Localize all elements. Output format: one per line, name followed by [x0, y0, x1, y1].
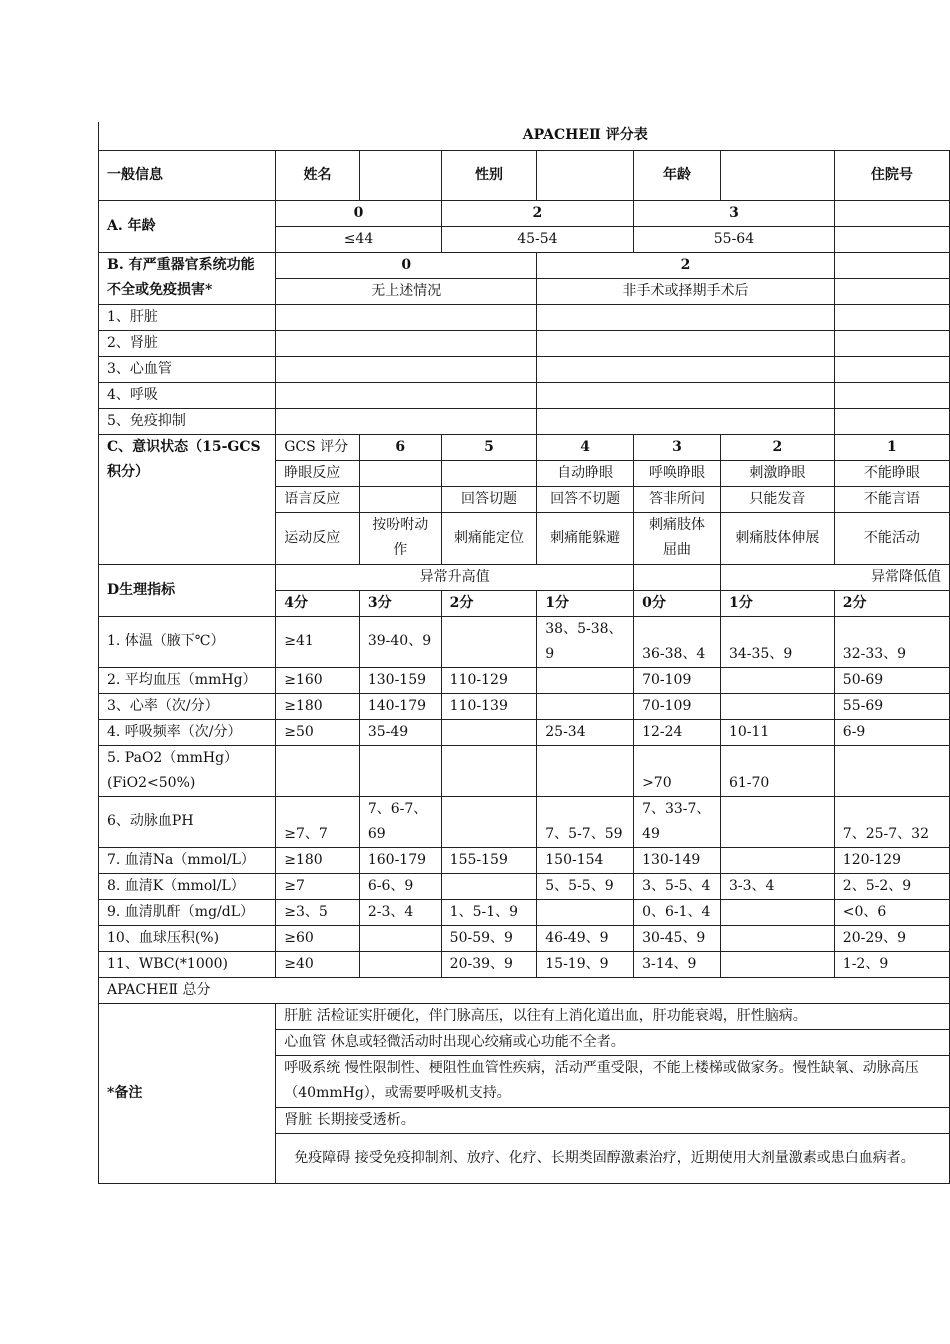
general-info-row	[99, 150, 950, 200]
physio-cell	[834, 745, 949, 796]
section-b-score: 0	[276, 252, 537, 278]
gcs-header-cell: 2	[720, 434, 834, 460]
physio-cell: 34-35、9	[720, 616, 834, 667]
section-b-condition-blank	[834, 278, 949, 304]
physio-row	[99, 951, 950, 977]
physio-cell: 20-29、9	[834, 925, 949, 951]
gcs-cell: 不能言语	[834, 486, 949, 512]
score-header: 2分	[441, 590, 537, 616]
score-header: 2分	[834, 590, 949, 616]
section-b-condition: 无上述情况	[276, 278, 537, 304]
organ-label: 1、肝脏	[99, 304, 276, 330]
organ-label: 3、心血管	[99, 356, 276, 382]
physio-cell: 1-2、9	[834, 951, 949, 977]
note-item: 心血管 休息或轻微活动时出现心绞痛或心功能不全者。	[276, 1029, 950, 1055]
physio-cell	[537, 667, 634, 693]
physio-cell: 110-139	[441, 693, 537, 719]
gcs-header-cell: 6	[359, 434, 441, 460]
section-d-label: D生理指标	[99, 564, 276, 616]
note-item: 呼吸系统 慢性限制性、梗阻性血管性疾病，活动严重受限，不能上楼梯或做家务。慢性缺氧、动脉高压（40mmHg），或需要呼吸机支持。	[276, 1055, 950, 1107]
physio-cell: 12-24	[634, 719, 721, 745]
physio-cell: 6-6、9	[359, 873, 441, 899]
physio-cell: 3、5-5、4	[634, 873, 721, 899]
physio-cell	[441, 616, 537, 667]
physio-cell: 46-49、9	[537, 925, 634, 951]
organ-score-cell[interactable]	[834, 330, 949, 356]
physio-row	[99, 899, 950, 925]
physio-row	[99, 847, 950, 873]
physio-cell: <0、6	[834, 899, 949, 925]
section-a-score: 0	[276, 200, 441, 226]
physio-label: 3、心率（次/分）	[99, 693, 276, 719]
physio-cell: ≥180	[276, 847, 360, 873]
section-b-condition: 非手术或择期手术后	[537, 278, 835, 304]
organ-score-cell[interactable]	[537, 330, 835, 356]
physio-cell: >70	[634, 745, 721, 796]
gcs-header-cell: 4	[537, 434, 634, 460]
note-item: 肾脏 长期接受透析。	[276, 1107, 950, 1133]
gcs-cell: 答非所问	[634, 486, 721, 512]
total-row	[99, 977, 950, 1003]
name-label: 姓名	[276, 150, 360, 200]
section-a-score: 2	[441, 200, 633, 226]
gcs-cell: 刺激睁眼	[720, 460, 834, 486]
physio-cell: 110-129	[441, 667, 537, 693]
physio-cell: 7、33-7、49	[634, 796, 721, 847]
physio-cell: ≥40	[276, 951, 360, 977]
gcs-cell: 呼唤睁眼	[634, 460, 721, 486]
physio-cell: 5、5-5、9	[537, 873, 634, 899]
physio-cell: 70-109	[634, 693, 721, 719]
physio-cell: 39-40、9	[359, 616, 441, 667]
gcs-cell: 刺痛能定位	[441, 512, 537, 564]
gcs-header-cell: 5	[441, 434, 537, 460]
physio-label: 5. PaO2（mmHg）(FiO2<50%)	[99, 745, 276, 796]
section-a-range: 55-64	[634, 226, 835, 252]
physio-cell: 7、25-7、32	[834, 796, 949, 847]
physio-label: 2. 平均血压（mmHg）	[99, 667, 276, 693]
physio-cell: 130-159	[359, 667, 441, 693]
physio-cell	[537, 693, 634, 719]
gcs-cell: 回答不切题	[537, 486, 634, 512]
organ-score-cell[interactable]	[537, 356, 835, 382]
organ-score-cell[interactable]	[834, 356, 949, 382]
organ-label: 2、肾脏	[99, 330, 276, 356]
section-a-score-row	[99, 200, 950, 226]
physio-cell	[537, 899, 634, 925]
physio-row	[99, 873, 950, 899]
physio-cell: ≥60	[276, 925, 360, 951]
gcs-cell	[359, 460, 441, 486]
physio-cell	[359, 925, 441, 951]
organ-row	[99, 330, 950, 356]
gcs-cell: 语言反应	[276, 486, 360, 512]
physio-cell: 61-70	[720, 745, 834, 796]
organ-row	[99, 356, 950, 382]
section-b-label: B. 有严重器官系统功能不全或免疫损害*	[99, 252, 276, 304]
organ-row	[99, 408, 950, 434]
gcs-header-row	[99, 434, 950, 460]
physio-cell: 155-159	[441, 847, 537, 873]
physio-label: 7. 血清Na（mmol/L）	[99, 847, 276, 873]
physio-cell	[720, 847, 834, 873]
notes-label: *备注	[99, 1003, 276, 1183]
score-header: 4分	[276, 590, 360, 616]
admission-number-label: 住院号	[834, 150, 949, 200]
physio-cell: 15-19、9	[537, 951, 634, 977]
physio-cell	[359, 951, 441, 977]
page-title: APACHEⅡ 评分表	[99, 122, 950, 150]
physio-label: 10、血球压积(%)	[99, 925, 276, 951]
physio-cell: 140-179	[359, 693, 441, 719]
gcs-cell: 不能活动	[834, 512, 949, 564]
physio-cell: 55-69	[834, 693, 949, 719]
physio-cell: 1、5-1、9	[441, 899, 537, 925]
physio-cell: 0、6-1、4	[634, 899, 721, 925]
physio-cell: 50-69	[834, 667, 949, 693]
physio-cell: 20-39、9	[441, 951, 537, 977]
physio-cell: 3-3、4	[720, 873, 834, 899]
gcs-cell: 自动睁眼	[537, 460, 634, 486]
physio-cell: 38、5-38、9	[537, 616, 634, 667]
age-field[interactable]	[720, 150, 834, 200]
physio-row	[99, 925, 950, 951]
gcs-cell: 只能发音	[720, 486, 834, 512]
organ-label: 4、呼吸	[99, 382, 276, 408]
gcs-cell: 运动反应	[276, 512, 360, 564]
score-header: 1分	[537, 590, 634, 616]
sex-field[interactable]	[537, 150, 634, 200]
section-d-group-row	[99, 564, 950, 590]
organ-score-cell[interactable]	[834, 382, 949, 408]
section-a-range-blank	[834, 226, 949, 252]
physio-cell	[720, 693, 834, 719]
physio-cell	[441, 745, 537, 796]
physio-cell: 160-179	[359, 847, 441, 873]
apache-ii-score-sheet	[98, 122, 950, 1184]
physio-label: 8. 血清K（mmol/L）	[99, 873, 276, 899]
physio-row	[99, 616, 950, 667]
gcs-cell: 刺痛肢体屈曲	[634, 512, 721, 564]
gcs-header-cell: GCS 评分	[276, 434, 360, 460]
physio-cell	[441, 719, 537, 745]
note-item: 免疫障碍 接受免疫抑制剂、放疗、化疗、长期类固醇激素治疗，近期使用大剂量激素或患白血病者。	[276, 1133, 950, 1183]
physio-row	[99, 796, 950, 847]
physio-cell	[441, 796, 537, 847]
physio-cell: 2-3、4	[359, 899, 441, 925]
gcs-cell: 刺痛能躲避	[537, 512, 634, 564]
physio-row	[99, 719, 950, 745]
group-high-label: 异常升高值	[276, 564, 634, 590]
physio-cell: 120-129	[834, 847, 949, 873]
physio-cell: 36-38、4	[634, 616, 721, 667]
physio-cell	[276, 745, 360, 796]
section-a-score-blank	[834, 200, 949, 226]
organ-score-cell[interactable]	[537, 408, 835, 434]
physio-cell: 50-59、9	[441, 925, 537, 951]
physio-label: 4. 呼吸频率（次/分）	[99, 719, 276, 745]
physio-cell: 130-149	[634, 847, 721, 873]
organ-score-cell[interactable]	[834, 408, 949, 434]
score-table	[98, 122, 950, 1184]
physio-cell: ≥180	[276, 693, 360, 719]
physio-cell: ≥41	[276, 616, 360, 667]
physio-cell: ≥7	[276, 873, 360, 899]
score-header: 0分	[634, 590, 721, 616]
organ-score-cell[interactable]	[276, 330, 537, 356]
physio-cell: ≥50	[276, 719, 360, 745]
physio-row	[99, 667, 950, 693]
gcs-header-cell: 3	[634, 434, 721, 460]
physio-cell: 35-49	[359, 719, 441, 745]
organ-score-cell[interactable]	[276, 382, 537, 408]
organ-score-cell[interactable]	[834, 304, 949, 330]
section-b-score: 2	[537, 252, 835, 278]
section-b-score-blank	[834, 252, 949, 278]
physio-cell	[720, 667, 834, 693]
gcs-cell: 睁眼反应	[276, 460, 360, 486]
physio-label: 9. 血清肌酐（mg/dL）	[99, 899, 276, 925]
physio-cell: 6-9	[834, 719, 949, 745]
gcs-header-cell: 1	[834, 434, 949, 460]
organ-row	[99, 382, 950, 408]
physio-cell: 25-34	[537, 719, 634, 745]
physio-cell: 70-109	[634, 667, 721, 693]
section-a-score: 3	[634, 200, 835, 226]
gcs-cell: 回答切题	[441, 486, 537, 512]
physio-cell: 7、6-7、69	[359, 796, 441, 847]
physio-cell: 3-14、9	[634, 951, 721, 977]
section-a-range: 45-54	[441, 226, 633, 252]
gcs-cell: 按吩咐动作	[359, 512, 441, 564]
organ-row	[99, 304, 950, 330]
physio-cell	[720, 925, 834, 951]
group-low-label: 异常降低值	[720, 564, 949, 590]
physio-cell: 150-154	[537, 847, 634, 873]
organ-score-cell[interactable]	[276, 356, 537, 382]
section-a-range: ≤44	[276, 226, 441, 252]
organ-score-cell[interactable]	[276, 304, 537, 330]
sex-label: 性别	[441, 150, 537, 200]
physio-cell	[720, 796, 834, 847]
physio-cell: 30-45、9	[634, 925, 721, 951]
organ-label: 5、免疫抑制	[99, 408, 276, 434]
organ-score-cell[interactable]	[537, 382, 835, 408]
physio-cell	[441, 873, 537, 899]
physio-cell: ≥160	[276, 667, 360, 693]
note-item: 肝脏 活检证实肝硬化，伴门脉高压，以往有上消化道出血，肝功能衰竭，肝性脑病。	[276, 1003, 950, 1029]
physio-cell	[720, 951, 834, 977]
physio-cell: 7、5-7、59	[537, 796, 634, 847]
section-b-score-row	[99, 252, 950, 278]
physio-cell: 10-11	[720, 719, 834, 745]
physio-cell	[720, 899, 834, 925]
physio-cell	[537, 745, 634, 796]
organ-score-cell[interactable]	[537, 304, 835, 330]
physio-label: 11、WBC(*1000)	[99, 951, 276, 977]
gcs-cell: 不能睁眼	[834, 460, 949, 486]
physio-cell: ≥3、5	[276, 899, 360, 925]
gcs-cell	[359, 486, 441, 512]
section-a-label: A. 年龄	[99, 200, 276, 252]
physio-row	[99, 693, 950, 719]
organ-score-cell[interactable]	[276, 408, 537, 434]
section-c-label: C、意识状态（15-GCS积分）	[99, 434, 276, 564]
group-blank	[634, 564, 721, 590]
physio-cell: 32-33、9	[834, 616, 949, 667]
score-header: 3分	[359, 590, 441, 616]
note-row	[99, 1003, 950, 1029]
gcs-cell: 刺痛肢体伸展	[720, 512, 834, 564]
age-label: 年龄	[634, 150, 721, 200]
physio-cell: ≥7、7	[276, 796, 360, 847]
physio-label: 6、动脉血PH	[99, 796, 276, 847]
name-field[interactable]	[359, 150, 441, 200]
physio-cell	[359, 745, 441, 796]
gcs-cell	[441, 460, 537, 486]
physio-cell: 2、5-2、9	[834, 873, 949, 899]
physio-label: 1. 体温（腋下℃）	[99, 616, 276, 667]
score-header: 1分	[720, 590, 834, 616]
general-info-label: 一般信息	[99, 150, 276, 200]
physio-row	[99, 745, 950, 796]
total-score-label: APACHEⅡ 总分	[99, 977, 950, 1003]
